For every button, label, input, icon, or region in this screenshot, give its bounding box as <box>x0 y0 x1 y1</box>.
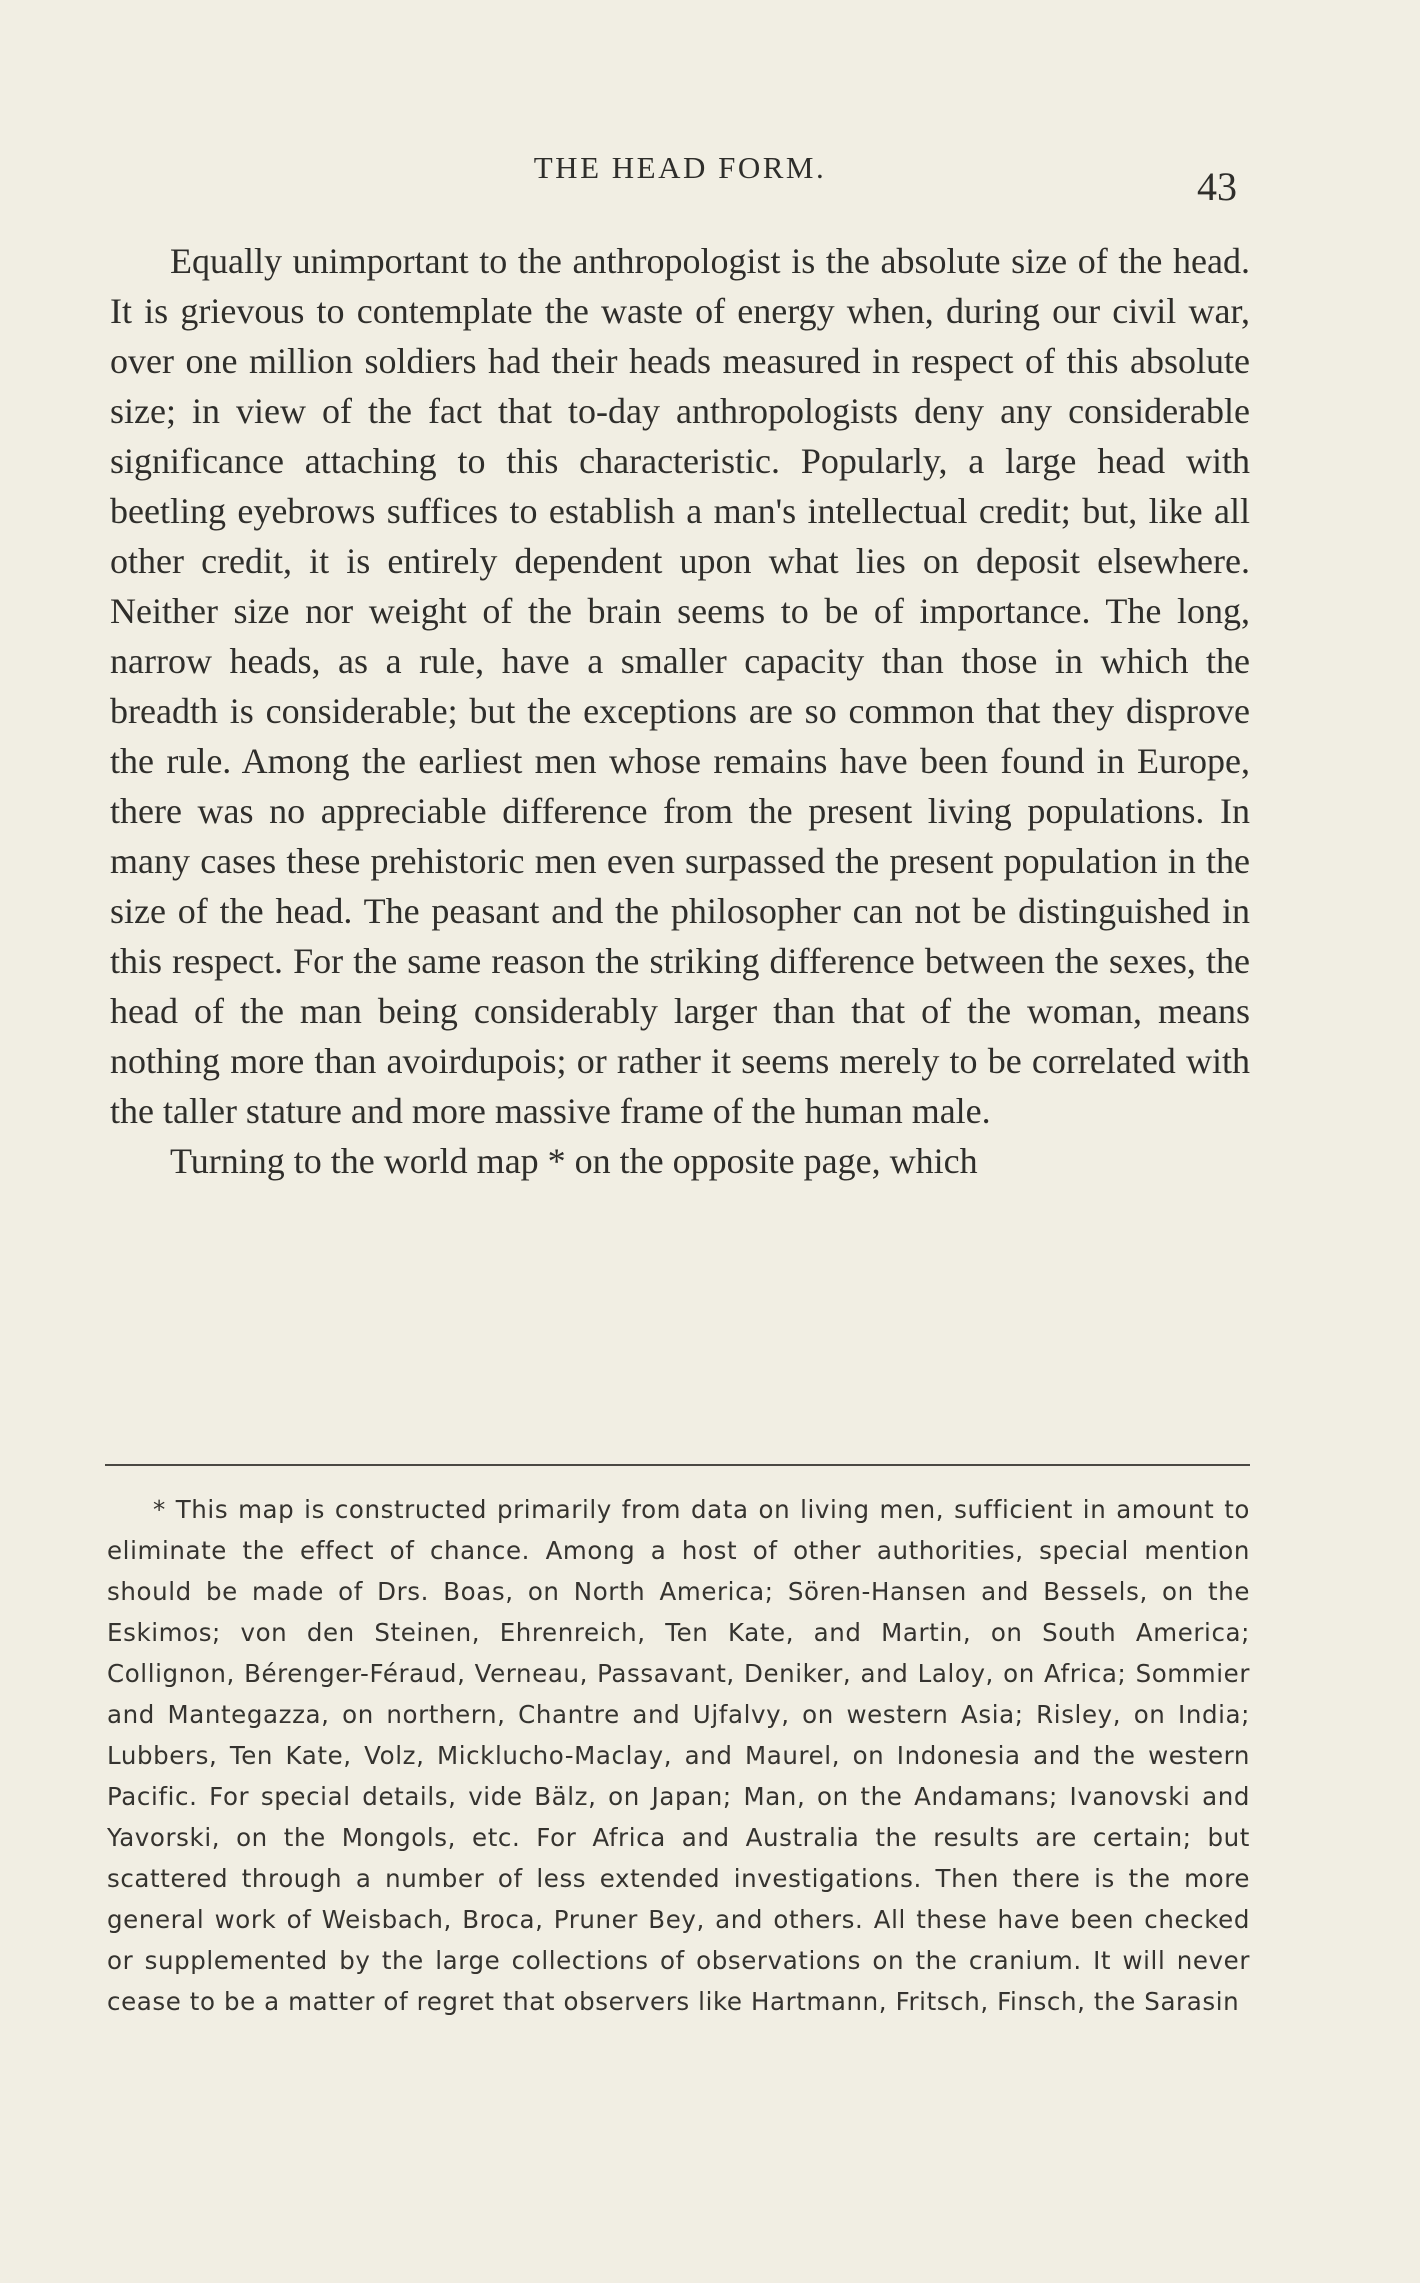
footnote-text: * This map is constructed primarily from data on living men, sufficient in amount to eliminate the effect of chance. Among a host of other authorities, special mention should be made of Drs. Boas, on North America; Sören-Hansen and Bessels, on the Eskimos; von den Steinen, Ehrenreich, Ten Kate, and Martin, on South America; Collignon, Bérenger-Féraud, Verneau, Passavant, Deniker, and Laloy, on Africa; Sommier and Mantegazza, on northern, Chantre and Ujfalvy, on western Asia; Risley, on India; Lubbers, Ten Kate, Volz, Micklucho-Maclay, and Maurel, on Indonesia and the western Pacific. For special details, vide Bälz, on Japan; Man, on the Andamans; Ivanovski and Yavorski, on the Mongols, etc. For Africa and Australia the results are certain; but scattered through a number of less extended investigations. Then there is the more general work of Weisbach, Broca, Pruner Bey, and others. All these have been checked or supplemented by the large collections of observations on the cranium. It will never cease to be a matter of regret that observers like Hartmann, Fritsch, Finsch, the Sarasin <box>107 1495 1250 2016</box>
page-number: 43 <box>1197 164 1237 209</box>
footnote-divider <box>105 1464 1250 1466</box>
body-paragraph-1: Equally unimportant to the anthropologist is the absolute size of the head. It is grievous to contemplate the waste of energy when, during our civil war, over one million soldiers had their heads measured in respect of this absolute size; in view of the fact that to-day anthropologists deny any considerable significance attaching to this characteristic. Popularly, a large head with beetling eyebrows suffices to establish a man's intellectual credit; but, like all other credit, it is entirely dependent upon what lies on deposit elsewhere. Neither size nor weight of the brain seems to be of importance. The long, narrow heads, as a rule, have a smaller capacity than those in which the breadth is considerable; but the exceptions are so common that they disprove the rule. Among the earliest men whose remains have been found in Europe, there was no appreciable difference from the present living populations. In many cases these prehistoric men even surpassed the present population in the size of the head. The peasant and the philosopher can not be distinguished in this respect. For the same reason the striking difference between the sexes, the head of the man being considerably larger than that of the woman, means nothing more than avoirdupois; or rather it seems merely to be correlated with the taller stature and more massive frame of the human male. <box>110 241 1250 1131</box>
footnote <box>107 1489 1250 2022</box>
body-paragraph-2: Turning to the world map * on the opposite page, which <box>170 1141 978 1181</box>
running-head-title: THE HEAD FORM. <box>533 150 827 185</box>
main-text <box>110 236 1250 1186</box>
